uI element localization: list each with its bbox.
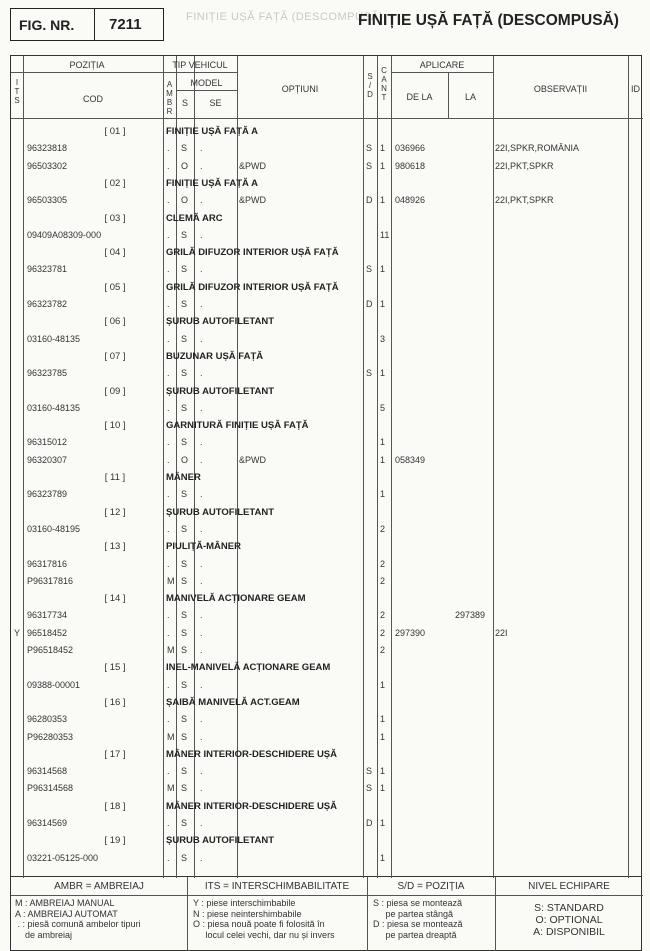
group-heading [11,746,643,763]
table-row [11,850,643,867]
ambr-cell: . [167,229,170,240]
model-se-cell: . [200,679,203,690]
part-name: MANIVELĂ ACȚIONARE GEAM [166,593,306,605]
quantity-cell: 1 [380,160,386,171]
option-cell: &PWD [239,454,266,465]
header-sd: / [368,81,372,90]
header-cant: T [381,93,387,102]
quantity-cell: 1 [380,299,386,309]
table-row [11,331,643,348]
group-heading [11,832,643,849]
model-se-cell: . [200,783,203,794]
group-heading [11,279,643,296]
ambr-cell: . [167,333,170,344]
header-se: SE [209,98,222,108]
group-heading [11,469,643,486]
model-s-cell: S [181,368,188,379]
ambr-cell: . [167,299,170,309]
part-code: P96280353 [27,731,74,742]
legend-ambr-line: A : AMBREIAJ AUTOMAT [15,908,118,919]
table-row [11,192,643,209]
quantity-cell: 1 [380,679,386,690]
model-s-cell: S [181,645,188,655]
quantity-cell: 2 [380,575,386,586]
header-divider [163,72,237,73]
part-name: PIULIȚĂ-MÂNER [166,541,241,553]
group-heading [11,123,643,140]
quantity-cell: 3 [380,333,386,344]
part-name: BUZUNAR UȘĂ FAȚĂ [166,350,264,362]
ambr-cell: . [167,558,170,569]
figure-label: FIG. NR. [11,9,95,40]
quantity-cell: 1 [380,454,386,465]
part-code: 96323818 [27,143,68,154]
part-name: MÂNER INTERIOR-DESCHIDERE UȘĂ [166,800,338,812]
header-ambr: M [166,89,173,98]
part-code: P96317816 [27,575,74,586]
model-s-cell: O [181,160,189,171]
model-s-cell: S [181,731,188,742]
quantity-cell: 1 [380,437,386,448]
model-se-cell: . [200,229,203,240]
group-heading [11,590,643,607]
legend-ambr-line: . : piesă comună ambelor tipuri [15,919,141,929]
table-row [11,140,643,157]
header-id: ID [631,84,640,94]
from-serial-cell: 048926 [395,195,426,206]
from-serial-cell: 058349 [395,454,426,465]
ambr-cell: M [167,731,175,742]
part-code: 03160-48135 [27,333,81,344]
header-its: S [14,96,20,105]
ambr-cell: . [167,523,170,534]
quantity-cell: 1 [380,783,386,794]
its-cell: Y [14,627,21,638]
part-code: 96314568 [27,766,68,777]
side-cell: D [366,299,373,309]
ambr-cell: M [167,783,175,794]
legend-ambr-line: de ambreiaj [15,929,73,940]
option-cell: &PWD [239,160,266,171]
model-s-cell: S [181,679,188,690]
position-number: [ 07 ] [104,350,126,362]
part-code: 96323781 [27,264,68,275]
table-row [11,607,643,624]
table-row [11,556,643,573]
legend-nivel-line: O: OPTIONAL [535,914,603,926]
position-number: [ 19 ] [104,835,126,847]
model-se-cell: . [200,299,203,309]
legend-sd-line: pe partea dreaptă [373,929,457,940]
ambr-cell: . [167,679,170,690]
header-ambr: R [166,107,173,116]
side-cell: S [366,783,373,794]
position-number: [ 13 ] [104,541,126,553]
part-name: GRILĂ DIFUZOR INTERIOR UȘĂ FAȚĂ [166,247,339,259]
position-number: [ 11 ] [104,472,126,483]
part-name: INEL-MANIVELĂ ACȚIONARE GEAM [166,662,331,674]
header-bottom-line [11,118,643,119]
table-row [11,711,643,728]
model-s-cell: S [181,264,188,275]
part-name: FINIȚIE UȘĂ FAȚĂ A [166,126,259,137]
ambr-cell: . [167,143,170,154]
quantity-cell: 1 [380,852,386,863]
header-its: T [14,87,20,96]
header-aplicare: APLICARE [419,60,465,70]
model-s-cell: S [181,627,188,638]
model-s-cell: S [181,333,188,344]
model-s-cell: S [181,852,188,863]
ambr-cell: . [167,160,170,171]
table-row [11,365,643,382]
model-se-cell: . [200,195,203,206]
part-code: 96315012 [27,437,68,448]
model-se-cell: . [200,368,203,379]
header-cant: N [381,84,387,93]
model-se-cell: . [200,454,203,465]
observations-cell: 22I [495,627,508,638]
table-row [11,434,643,451]
table-row [11,729,643,746]
table-row [11,452,643,469]
option-cell: &PWD [239,195,266,206]
part-name: MÂNER INTERIOR-DESCHIDERE UȘĂ [166,748,338,760]
group-heading [11,348,643,365]
side-cell: D [366,195,373,206]
model-s-cell: S [181,610,188,621]
part-name: ȘAIBĂ MANIVELĂ ACT.GEAM [166,696,300,708]
model-se-cell: . [200,575,203,586]
quantity-cell: 1 [380,766,386,777]
part-name: ȘURUB AUTOFILETANT [166,835,275,847]
ambr-cell: . [167,489,170,500]
ambr-cell: . [167,818,170,828]
model-se-cell: . [200,558,203,569]
header-de-la: DE LA [406,92,433,102]
group-heading [11,659,643,676]
group-heading [11,244,643,261]
position-number: [ 18 ] [104,800,126,812]
legend-its-line: O : piesa nouă poate fi folosită în [193,919,325,929]
group-heading [11,210,643,227]
model-se-cell: . [200,143,203,154]
part-code: 09388-00001 [27,679,81,690]
part-code: 96280353 [27,714,68,725]
group-heading [11,538,643,555]
ambr-cell: . [167,714,170,725]
model-se-cell: . [200,489,203,500]
table-row [11,677,643,694]
quantity-cell: 2 [380,523,386,534]
header-ambr: A [166,80,173,89]
part-code: 96317816 [27,558,68,569]
position-number: [ 01 ] [104,126,126,137]
table-row [11,521,643,538]
ambr-cell: . [167,402,170,413]
model-se-cell: . [200,402,203,413]
model-se-cell: . [200,333,203,344]
ambr-cell: . [167,852,170,863]
header-tip-vehicul: TIP VEHICUL [172,60,228,70]
part-code: P96518452 [27,645,74,655]
part-name: GRILĂ DIFUZOR INTERIOR UȘĂ FAȚĂ [166,281,339,293]
position-number: [ 06 ] [104,316,126,328]
from-serial-cell: 980618 [395,160,426,171]
group-heading [11,694,643,711]
ambr-cell: M [167,575,175,586]
from-serial-cell: 297390 [395,627,426,638]
header-sd: D [367,90,373,99]
ambr-cell: M [167,645,175,655]
model-s-cell: S [181,229,188,240]
header-observatii: OBSERVAȚII [533,84,588,94]
part-code: 03221-05125-000 [27,852,99,863]
ambr-cell: . [167,766,170,777]
part-name: CLEMĂ ARC [166,212,223,224]
legend-its-line: N : piese neintershimbabile [193,908,302,919]
part-code: 96323785 [27,368,68,379]
table-row [11,400,643,417]
part-name: MÂNER [166,472,201,483]
quantity-cell: 1 [380,143,386,154]
position-number: [ 03 ] [104,212,126,224]
model-se-cell: . [200,160,203,171]
model-s-cell: O [181,454,189,465]
model-s-cell: S [181,558,188,569]
side-cell: D [366,818,373,828]
part-name: ȘURUB AUTOFILETANT [166,316,275,328]
header-cant: C [381,66,387,75]
quantity-cell: 1 [380,731,386,742]
part-name: ȘURUB AUTOFILETANT [166,506,275,518]
model-s-cell: S [181,818,188,828]
position-number: [ 15 ] [104,662,126,674]
model-se-cell: . [200,731,203,742]
model-se-cell: . [200,852,203,863]
header-ambr: B [166,98,173,107]
ambr-cell: . [167,437,170,448]
table-row [11,227,643,244]
header-s: S [181,98,188,108]
side-cell: S [366,160,373,171]
legend-ambr-head: AMBR = AMBREIAJ [54,881,144,892]
observations-cell: 22I,SPKR,ROMÂNIA [495,143,580,154]
side-cell: S [366,766,373,777]
part-name: ȘURUB AUTOFILETANT [166,385,275,397]
ambr-cell: . [167,368,170,379]
table-row [11,625,643,642]
faint-show-through-text: FINIȚIE UȘĂ FAȚĂ (DESCOMPUSĂ) [186,11,384,23]
group-heading [11,313,643,330]
part-code: 96323782 [27,299,68,309]
figure-number: 7211 [109,16,142,33]
position-number: [ 05 ] [104,281,126,293]
legend-nivel-line: S: STANDARD [534,902,604,914]
position-number: [ 17 ] [104,748,126,760]
table-row [11,261,643,278]
quantity-cell: 1 [380,195,386,206]
model-s-cell: S [181,437,188,448]
group-heading [11,383,643,400]
group-heading [11,175,643,192]
quantity-cell: 1 [380,714,386,725]
legend-ambr-line: M : AMBREIAJ MANUAL [15,898,115,908]
table-row [11,780,643,797]
header-pozitia: POZIȚIA [69,60,105,70]
model-se-cell: . [200,818,203,828]
table-row [11,573,643,590]
position-number: [ 02 ] [104,177,126,189]
table-row [11,158,643,175]
header-optiuni: OPȚIUNI [281,84,319,94]
page-title: FINIȚIE UȘĂ FAȚĂ (DESCOMPUSĂ) [358,12,619,29]
model-s-cell: S [181,575,188,586]
model-se-cell: . [200,610,203,621]
ambr-cell: . [167,195,170,206]
header-sd: S [367,72,373,81]
quantity-cell: 2 [380,610,386,621]
to-serial-cell: 297389 [455,610,486,621]
quantity-cell: 1 [380,489,386,500]
part-code: 03160-48195 [27,523,81,534]
legend-sd-line: S : piesa se montează [373,898,463,908]
legend-sd-line: pe partea stângă [373,908,454,919]
legend-footer [10,877,642,951]
part-code: 96323789 [27,489,68,500]
group-heading [11,504,643,521]
group-heading [11,417,643,434]
position-number: [ 16 ] [104,696,126,708]
model-s-cell: S [181,523,188,534]
model-se-cell: . [200,627,203,638]
part-code: 96314569 [27,818,68,828]
quantity-cell: 2 [380,627,386,638]
part-code: 96503302 [27,160,68,171]
side-cell: S [366,368,373,379]
parts-table [10,55,642,877]
legend-header-line [11,895,643,896]
table-row [11,296,643,313]
model-se-cell: . [200,523,203,534]
part-code: P96314568 [27,783,74,794]
model-s-cell: S [181,714,188,725]
legend-its-line: locul celei vechi, dar nu și invers [193,929,335,940]
observations-cell: 22I,PKT,SPKR [495,195,554,206]
header-its: I [15,78,19,87]
part-code: 96518452 [27,627,68,638]
legend-sd-head: S/D = POZIȚIA [397,881,465,892]
position-number: [ 10 ] [104,420,126,432]
model-se-cell: . [200,714,203,725]
ambr-cell: . [167,610,170,621]
quantity-cell: 11 [380,229,390,240]
part-name: GARNITURĂ FINIȚIE UȘĂ FAȚĂ [166,420,309,432]
model-se-cell: . [200,437,203,448]
observations-cell: 22I,PKT,SPKR [495,160,554,171]
table-row [11,642,643,659]
model-se-cell: . [200,645,203,655]
group-heading [11,798,643,815]
side-cell: S [366,143,373,154]
header-la: LA [464,92,476,102]
header-cant: A [381,75,387,84]
position-number: [ 09 ] [104,385,126,397]
table-row [11,763,643,780]
model-s-cell: S [181,783,188,794]
quantity-cell: 1 [380,368,386,379]
part-code: 03160-48135 [27,402,81,413]
header-divider [11,72,163,73]
position-number: [ 12 ] [104,506,126,518]
part-code: 96317734 [27,610,68,621]
legend-its-head: ITS = INTERSCHIMBABILITATE [204,881,350,892]
model-s-cell: S [181,143,188,154]
legend-its-line: Y : piese interschimbabile [193,898,296,908]
part-name: FINIȚIE UȘĂ FAȚĂ A [166,177,259,189]
position-number: [ 14 ] [104,593,126,605]
ambr-cell: . [167,627,170,638]
model-se-cell: . [200,766,203,777]
part-code: 09409A08309-000 [27,229,102,240]
model-s-cell: S [181,489,188,500]
quantity-cell: 1 [380,818,386,828]
model-s-cell: O [181,195,189,206]
quantity-cell: 5 [380,402,386,413]
model-s-cell: S [181,299,188,309]
header-divider [391,72,493,73]
legend-sd-line: D : piesa se montează [373,919,463,929]
part-code: 96320307 [27,454,68,465]
quantity-cell: 1 [380,264,386,275]
from-serial-cell: 036966 [395,143,426,154]
model-se-cell: . [200,264,203,275]
header-cod: COD [83,94,103,104]
side-cell: S [366,264,373,275]
figure-number-box [10,8,164,41]
table-row [11,486,643,503]
quantity-cell: 2 [380,558,386,569]
header-model: MODEL [190,78,223,88]
table-row [11,815,643,832]
quantity-cell: 2 [380,645,386,655]
ambr-cell: . [167,264,170,275]
position-number: [ 04 ] [104,247,126,259]
legend-nivel-head: NIVEL ECHIPARE [528,881,610,892]
header-divider [176,90,237,91]
legend-nivel-line: A: DISPONIBIL [533,926,605,938]
part-code: 96503305 [27,195,68,206]
ambr-cell: . [167,454,170,465]
model-s-cell: S [181,766,188,777]
model-s-cell: S [181,402,188,413]
